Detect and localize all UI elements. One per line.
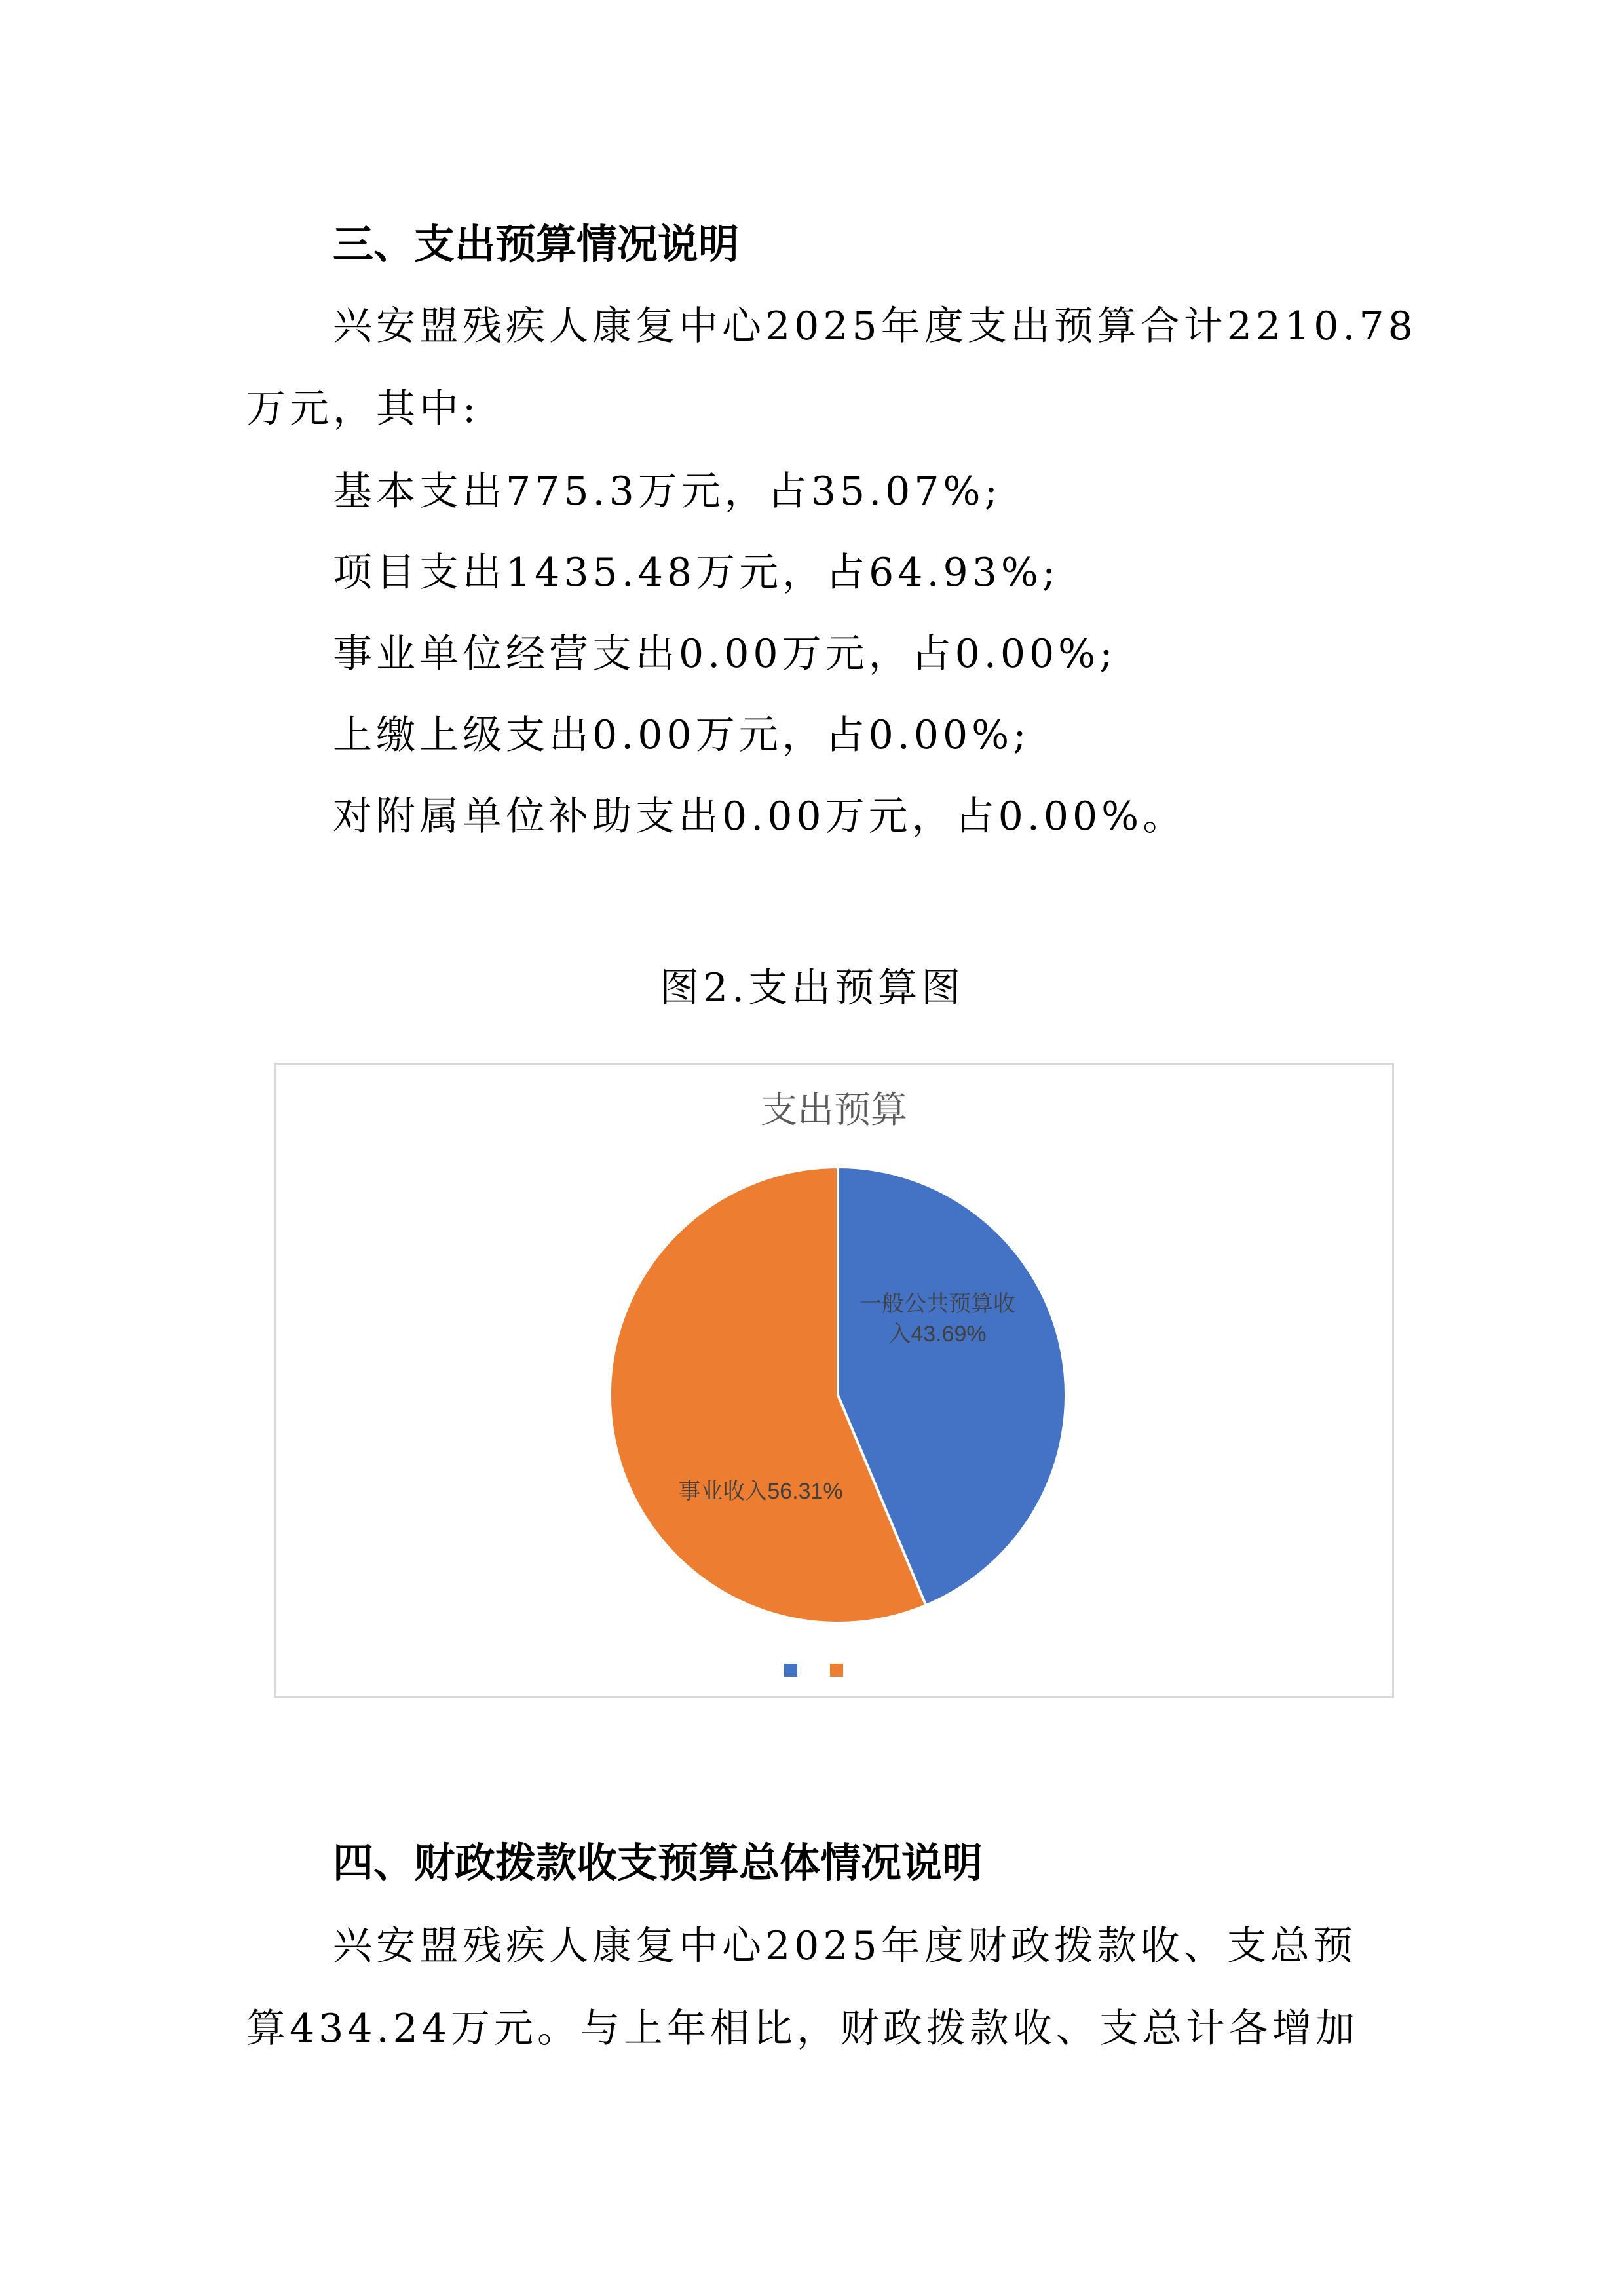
figure-caption: 图2.支出预算图 (659, 965, 965, 1011)
intro-line-1: 兴安盟残疾人康复中心2025年度支出预算合计2210.78 (333, 303, 1417, 349)
legend-marker (830, 1664, 843, 1677)
legend-marker (784, 1664, 797, 1677)
section-heading: 四、财政拨款收支预算总体情况说明 (333, 1839, 983, 1886)
chart-title: 支出预算 (761, 1089, 907, 1130)
expense-item: 事业单位经营支出0.00万元，占0.00%; (333, 631, 1117, 677)
paragraph-line-2: 算434.24万元。与上年相比，财政拨款收、支总计各增加 (246, 2006, 1359, 2052)
section-heading: 三、支出预算情况说明 (333, 220, 740, 268)
expense-item: 项目支出1435.48万元，占64.93%; (333, 550, 1060, 596)
expense-item: 上缴上级支出0.00万元，占0.00%; (333, 712, 1030, 758)
pie-chart (274, 1063, 1394, 1698)
paragraph-line-1: 兴安盟残疾人康复中心2025年度财政拨款收、支总预 (333, 1923, 1357, 1969)
slice-label: 入43.69% (888, 1322, 987, 1347)
expense-item: 对附属单位补助支出0.00万元，占0.00%。 (333, 794, 1186, 839)
slice-label: 一般公共预算收 (859, 1292, 1015, 1316)
expense-item: 基本支出775.3万元，占35.07%; (333, 469, 1002, 514)
slice-label: 事业收入56.31% (678, 1479, 843, 1504)
intro-line-2: 万元，其中: (246, 386, 480, 432)
